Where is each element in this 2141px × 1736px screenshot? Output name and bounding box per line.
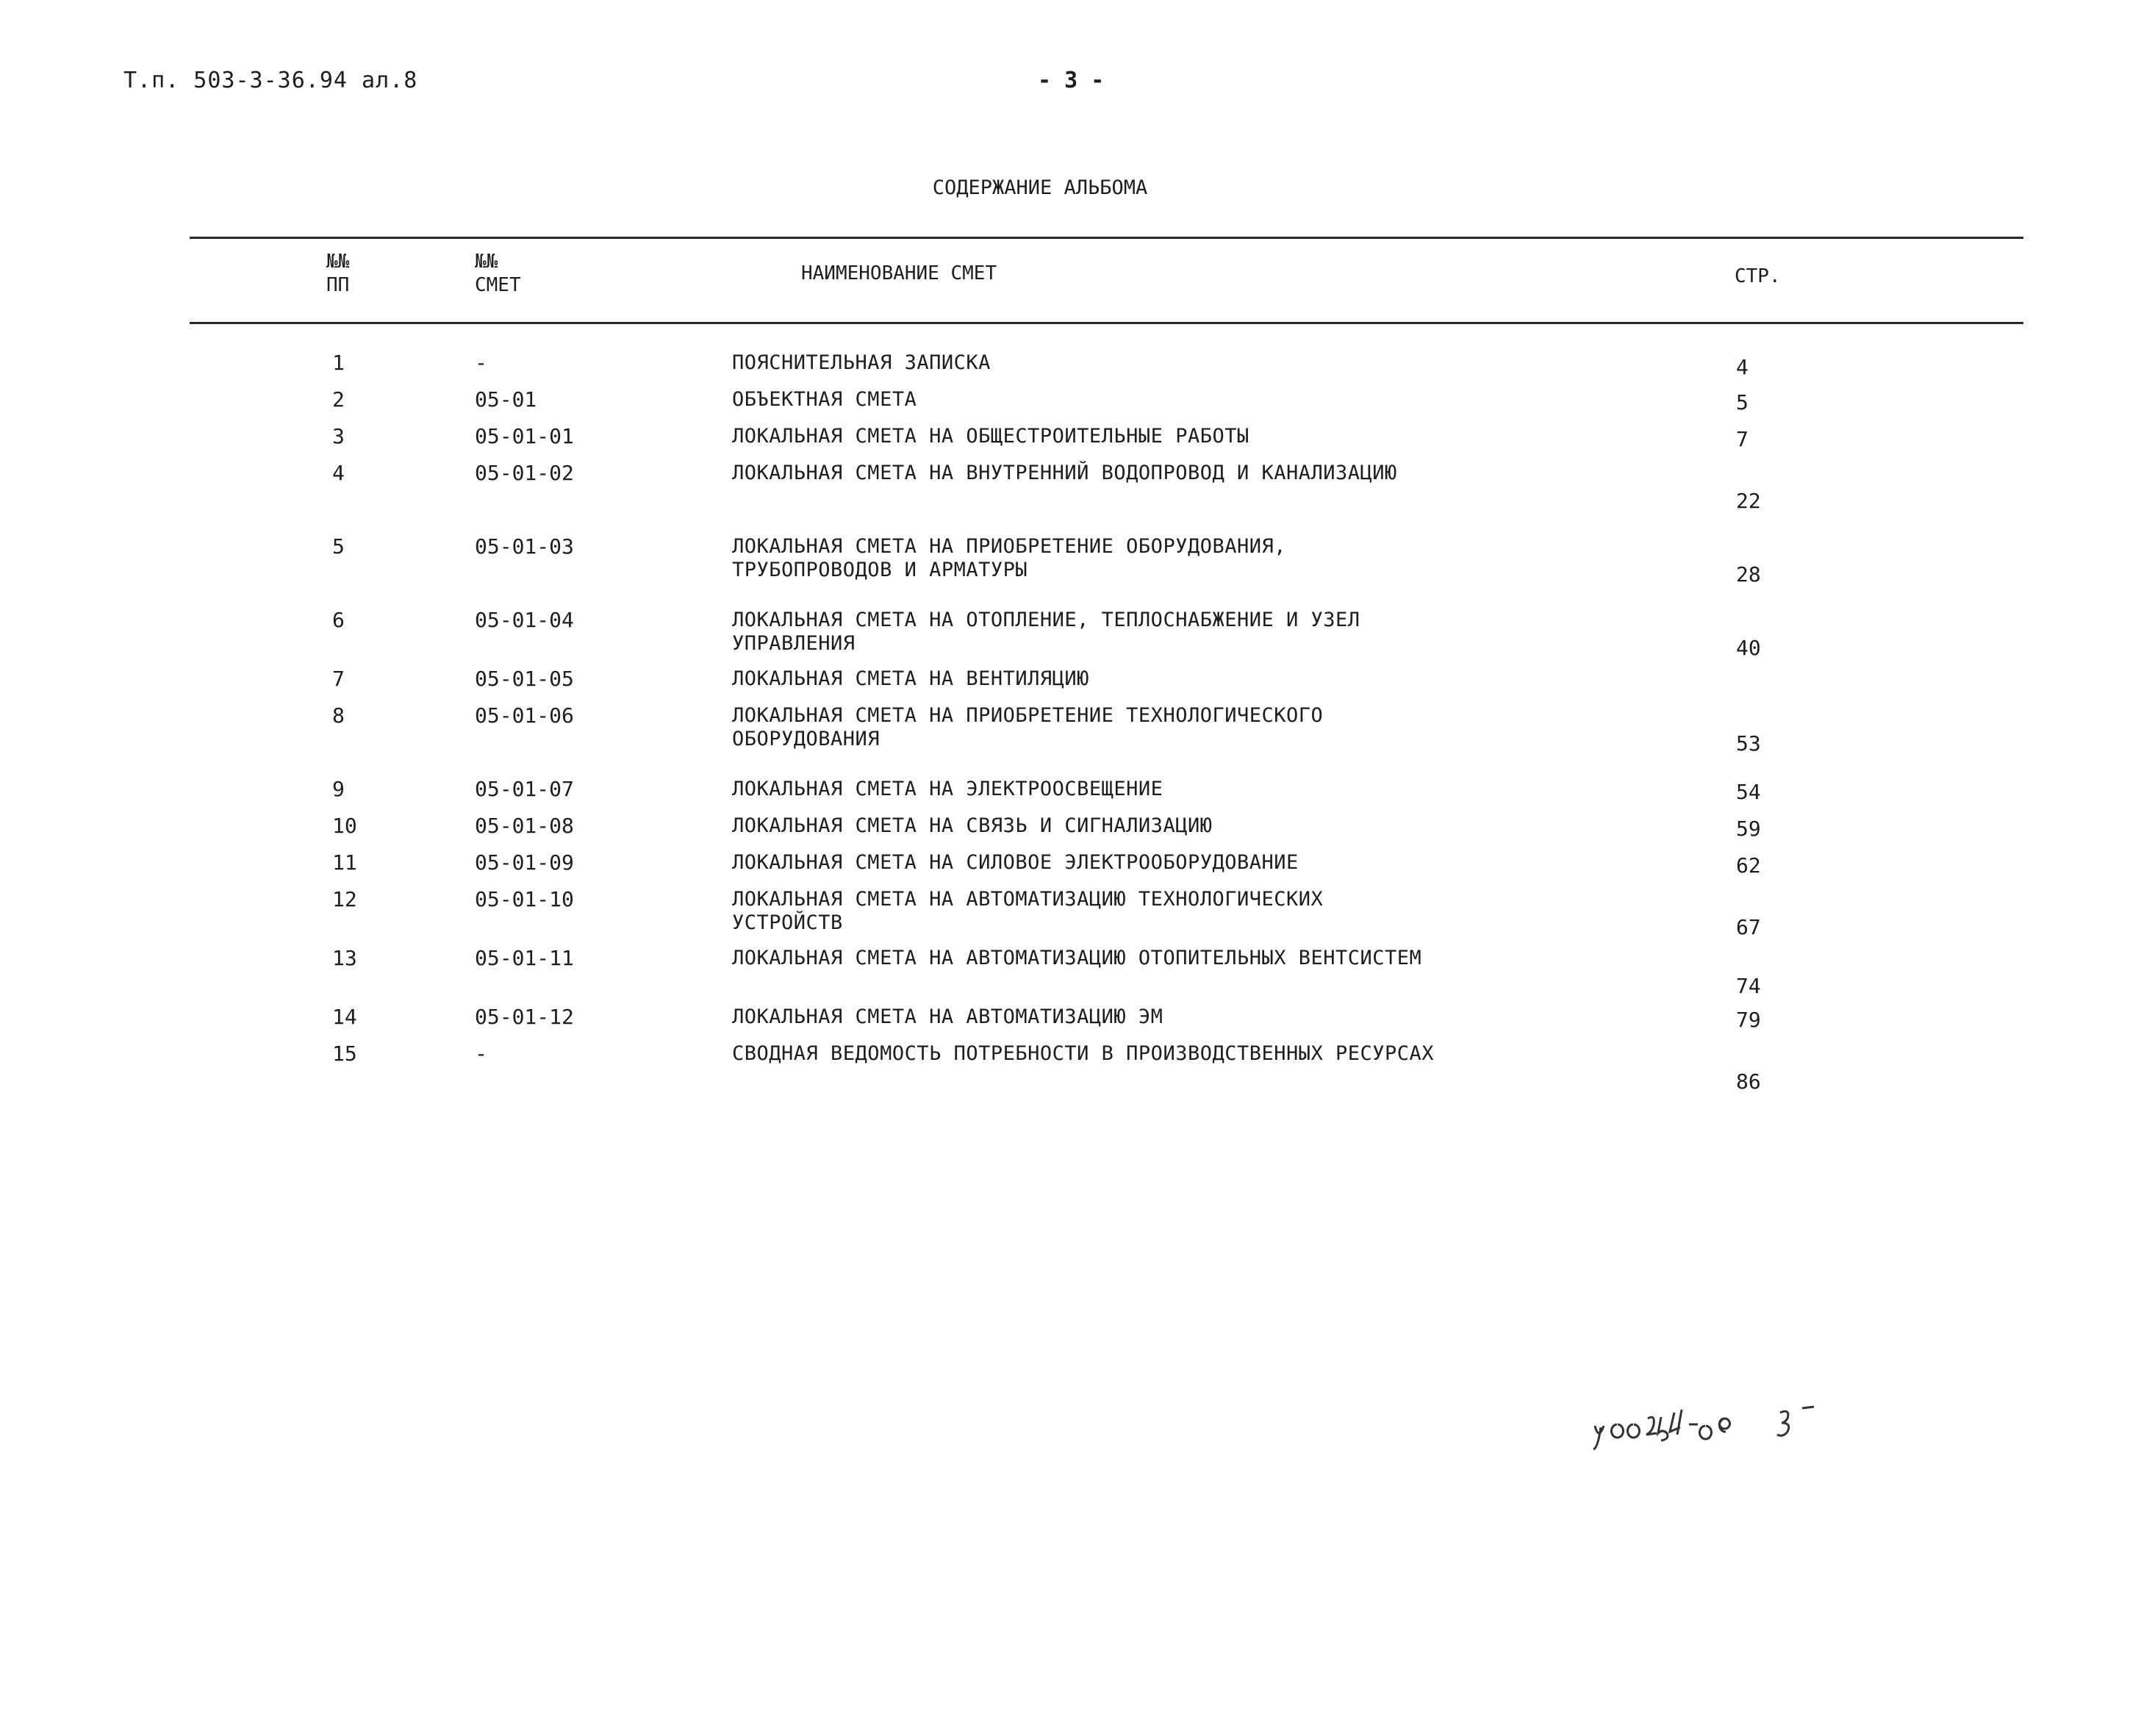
page-ref: 86: [1736, 1069, 1761, 1094]
row-number: 14: [332, 1005, 357, 1029]
estimate-code: 05-01-10: [475, 887, 574, 911]
estimate-code: 05-01: [475, 387, 537, 412]
page-ref: 79: [1736, 1008, 1761, 1032]
estimate-name: ЛОКАЛЬНАЯ СМЕТА НА СВЯЗЬ И СИГНАЛИЗАЦИЮ: [732, 814, 1213, 837]
album-contents-title: СОДЕРЖАНИЕ АЛЬБОМА: [932, 176, 1148, 199]
page-ref: 28: [1736, 562, 1761, 587]
estimate-code: 05-01-11: [475, 946, 574, 970]
page-ref: 59: [1736, 817, 1761, 841]
estimate-name: ЛОКАЛЬНАЯ СМЕТА НА АВТОМАТИЗАЦИЮ ОТОПИТЕЛЬНЫХ ВЕНТСИСТЕМ: [732, 947, 1422, 969]
page-ref: 54: [1736, 780, 1761, 804]
page-ref: 4: [1736, 355, 1749, 379]
row-number: 13: [332, 946, 357, 970]
column-header-code-line1: №№: [475, 251, 498, 273]
page-ref: 7: [1736, 427, 1749, 451]
page-ref: 62: [1736, 853, 1761, 878]
estimate-code: 05-01-01: [475, 424, 574, 448]
estimate-name: ЛОКАЛЬНАЯ СМЕТА НА ПРИОБРЕТЕНИЕ ОБОРУДОВАНИЯ, ТРУБОПРОВОДОВ И АРМАТУРЫ: [732, 535, 1286, 581]
estimate-code: 05-01-09: [475, 850, 574, 875]
estimate-code: 05-01-12: [475, 1005, 574, 1029]
row-number: 11: [332, 850, 357, 875]
estimate-name: ЛОКАЛЬНАЯ СМЕТА НА ВЕНТИЛЯЦИЮ: [732, 667, 1089, 690]
document-code: Т.п. 503-3-36.94 ал.8: [123, 68, 418, 93]
row-number: 15: [332, 1041, 357, 1066]
column-header-number-line1: №№: [326, 251, 350, 273]
page-ref: 5: [1736, 390, 1749, 415]
estimate-name: ЛОКАЛЬНАЯ СМЕТА НА ЭЛЕКТРООСВЕЩЕНИЕ: [732, 778, 1163, 800]
estimate-code: 05-01-06: [475, 703, 574, 728]
column-header-estimate-name: НАИМЕНОВАНИЕ СМЕТ: [801, 262, 997, 284]
page-number: - 3 -: [1038, 68, 1105, 93]
estimate-name: ЛОКАЛЬНАЯ СМЕТА НА ОБЩЕСТРОИТЕЛЬНЫЕ РАБОТЫ: [732, 425, 1249, 448]
estimate-code: 05-01-04: [475, 608, 574, 632]
estimate-name: ЛОКАЛЬНАЯ СМЕТА НА ВНУТРЕННИЙ ВОДОПРОВОД И КАНАЛИЗАЦИЮ: [732, 462, 1397, 484]
estimate-name: ЛОКАЛЬНАЯ СМЕТА НА ПРИОБРЕТЕНИЕ ТЕХНОЛОГИЧЕСКОГО ОБОРУДОВАНИЯ: [732, 704, 1324, 750]
page-ref: 22: [1736, 489, 1761, 513]
row-number: 6: [332, 608, 345, 632]
estimate-code: 05-01-03: [475, 534, 574, 559]
estimate-code: 05-01-02: [475, 461, 574, 485]
table-top-rule: [190, 237, 2023, 239]
estimate-name: СВОДНАЯ ВЕДОМОСТЬ ПОТРЕБНОСТИ В ПРОИЗВОДСТВЕННЫХ РЕСУРСАХ: [732, 1042, 1435, 1065]
column-header-page: СТР.: [1735, 265, 1781, 287]
estimate-name: ЛОКАЛЬНАЯ СМЕТА НА АВТОМАТИЗАЦИЮ ЭМ: [732, 1005, 1163, 1028]
estimate-name: ЛОКАЛЬНАЯ СМЕТА НА СИЛОВОЕ ЭЛЕКТРООБОРУДОВАНИЕ: [732, 851, 1299, 874]
row-number: 7: [332, 667, 345, 691]
table-header-rule: [190, 322, 2023, 324]
row-number: 9: [332, 777, 345, 801]
column-header-code-line2: СМЕТ: [475, 274, 521, 296]
row-number: 10: [332, 814, 357, 838]
page-ref: 74: [1736, 974, 1761, 998]
estimate-code: -: [475, 1041, 487, 1066]
estimate-name: ПОЯСНИТЕЛЬНАЯ ЗАПИСКА: [732, 351, 991, 374]
row-number: 1: [332, 351, 345, 375]
estimate-code: 05-01-05: [475, 667, 574, 691]
estimate-name: ЛОКАЛЬНАЯ СМЕТА НА ОТОПЛЕНИЕ, ТЕПЛОСНАБЖЕНИЕ И УЗЕЛ УПРАВЛЕНИЯ: [732, 609, 1360, 655]
estimate-name: ЛОКАЛЬНАЯ СМЕТА НА АВТОМАТИЗАЦИЮ ТЕХНОЛОГИЧЕСКИХ УСТРОЙСТВ: [732, 888, 1324, 934]
row-number: 3: [332, 424, 345, 448]
row-number: 12: [332, 887, 357, 911]
column-header-number: [326, 250, 349, 297]
row-number: 8: [332, 703, 345, 728]
handwritten-signature-drawing: [1588, 1396, 1852, 1455]
row-number: 5: [332, 534, 345, 559]
estimate-code: -: [475, 351, 487, 375]
handwritten-note: [1588, 1396, 1852, 1455]
page-ref: 53: [1736, 731, 1761, 756]
column-header-estimate-code: [475, 250, 521, 297]
page-ref: 67: [1736, 915, 1761, 939]
estimate-code: 05-01-08: [475, 814, 574, 838]
estimate-code: 05-01-07: [475, 777, 574, 801]
column-header-number-line2: ПП: [326, 274, 350, 296]
estimate-name: ОБЪЕКТНАЯ СМЕТА: [732, 388, 917, 411]
row-number: 4: [332, 461, 345, 485]
page-ref: 40: [1736, 636, 1761, 660]
row-number: 2: [332, 387, 345, 412]
